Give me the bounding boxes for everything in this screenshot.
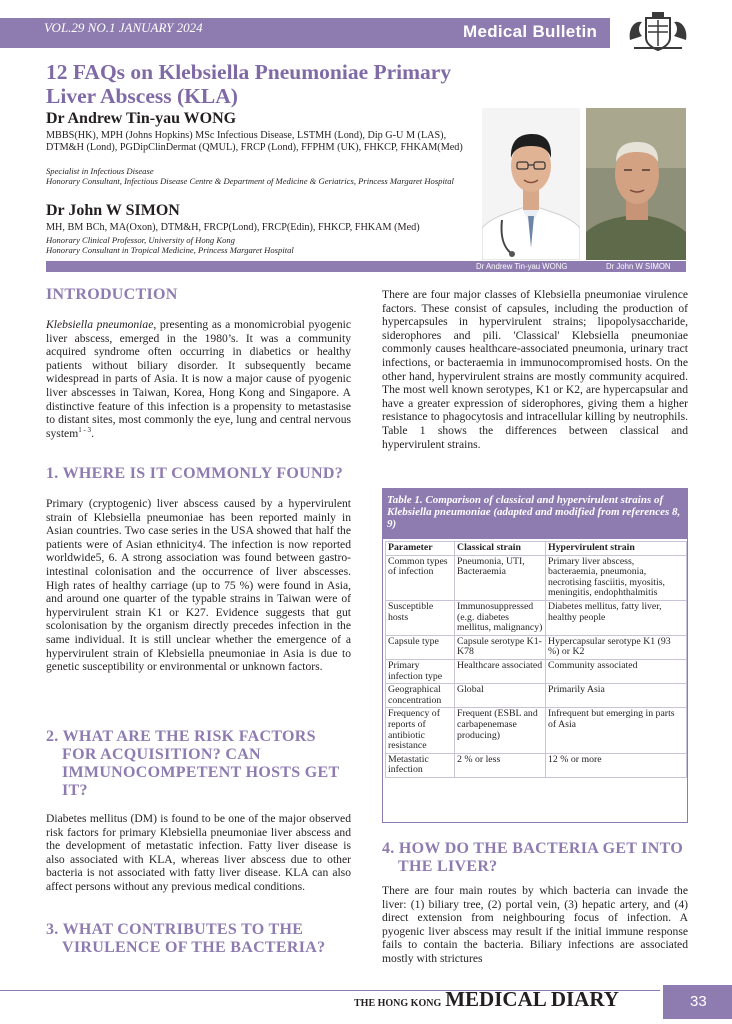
table-cell: Frequent (ESBL and carbapenemase producing) xyxy=(455,708,546,753)
section-heading-q3: 3. WHAT CONTRIBUTES TO THE VIRULENCE OF THE BACTERIA? xyxy=(46,921,326,956)
citation: 1 - 3 xyxy=(78,425,92,434)
author-qualifications-2: MH, BM BCh, MA(Oxon), DTM&H, FRCP(Lond), FRCP(Edin), FHKCP, FHKAM (Med) xyxy=(46,222,420,233)
photo-caption-2: Dr John W SIMON xyxy=(606,262,671,271)
table-cell: Capsule serotype K1-K78 xyxy=(455,635,546,659)
table-caption: Table 1. Comparison of classical and hypervirulent strains of Klebsiella pneumoniae (adapted and modified from references 8, 9) xyxy=(383,489,687,539)
table-cell: Metastatic infection xyxy=(386,753,455,777)
table-cell: Geographical concentration xyxy=(386,684,455,708)
author-role-line: Specialist in Infectious Disease xyxy=(46,166,154,176)
table-row xyxy=(386,684,687,708)
page-number: 33 xyxy=(690,993,707,1010)
comparison-table xyxy=(385,541,687,778)
table-cell: Primary liver abscess, bacteraemia, pneumonia, necrotising fasciitis, myositis, meningitis, endophthalmitis xyxy=(546,555,687,600)
photo-caption-band xyxy=(46,261,686,272)
section-heading-q1: 1. WHERE IS IT COMMONLY FOUND? xyxy=(46,465,344,482)
author-name-1: Dr Andrew Tin-yau WONG xyxy=(46,110,237,127)
table-cell: Common types of infection xyxy=(386,555,455,600)
author-roles-1 xyxy=(46,167,466,186)
q1-paragraph: Primary (cryptogenic) liver abscess caused by a hypervirulent strain of Klebsiella pneumoniae has been reported mainly in Asian countries. Two case series in the USA showed that half the patients were of Asian ethnicity4. The infection is now reported worldwide5, 6. A strong association was found between gastro-intestinal colonisation and the occurrence of liver abscesses. High rates of healthy carriage (up to 75 %) were found in Asia, and around one quarter of the typable strains in Taiwan were of hypervirulent strain K1 or K27. Evidence suggests that gut scolonisation by the organism directly precedes infection in the same individual. It is still unclear whether the emergence of a hypervirulent strain of Klebsiella pneumoniae in Asia is due to genetic susceptibility or environmental or unknown factors. xyxy=(46,497,351,674)
author-qualifications-1: MBBS(HK), MPH (Johns Hopkins) MSc Infectious Disease, LSTMH (Lond), Dip G-U M (LAS), DTM&H (Lond), PGDipClinDermat (QMUL), FRCP (Lond), FFPHM (UK), FHKCP, FHKAM(Med) xyxy=(46,130,463,153)
table-cell: 2 % or less xyxy=(455,753,546,777)
table-cell: 12 % or more xyxy=(546,753,687,777)
table-cell: Frequency of reports of antibiotic resistance xyxy=(386,708,455,753)
table-cell: Global xyxy=(455,684,546,708)
table-cell: Immunosuppressed (e.g. diabetes mellitus, malignancy) xyxy=(455,600,546,635)
table-header-cell: Parameter xyxy=(386,542,455,556)
crest-emblem-icon xyxy=(626,10,690,54)
section-heading-introduction: INTRODUCTION xyxy=(46,286,178,303)
author-roles-2 xyxy=(46,236,466,255)
q4-paragraph: There are four main routes by which bacteria can invade the liver: (1) biliary tree, (2) portal vein, (3) hepatic artery, and (4) direct extension from neighbouring focus of infection. A pyogenic liver abscess may result if the initial immune response fails to contain the bacteria. Biliary infections are associated mostly with strictures xyxy=(382,884,688,965)
footer-brand-name: MEDICAL DIARY xyxy=(445,987,619,1011)
intro-paragraph-text: , presenting as a monomicrobial pyogenic liver abscess, emerged in the 1980’s. It was a community acquired syndrome often occurring in diabetics or healthy patients without biliary disorder. It subsequently became widespread in parts of Asia. It is now a major cause of pyogenic liver abscesses in Taiwan, Korea, Hong Kong and Singapore. A distinctive feature of this infection is a propensity to metastasise to distant sites, most commonly the eye, lung and central nervous system xyxy=(46,318,351,440)
table-cell: Hypercapsular serotype K1 (93 %) or K2 xyxy=(546,635,687,659)
table-header-row xyxy=(386,542,687,556)
article-title: 12 FAQs on Klebsiella Pneumoniae Primary Liver Abscess (KLA) xyxy=(46,60,452,108)
author-role-line: Honorary Clinical Professor, University of Hong Kong xyxy=(46,235,235,245)
photo-caption-1: Dr Andrew Tin-yau WONG xyxy=(476,262,568,271)
table-row xyxy=(386,600,687,635)
section-heading-q2: 2. WHAT ARE THE RISK FACTORS FOR ACQUISITION? CAN IMMUNOCOMPETENT HOSTS GET IT? xyxy=(46,728,340,799)
table-cell: Infrequent but emerging in parts of Asia xyxy=(546,708,687,753)
species-name: Klebsiella pneumoniae xyxy=(46,318,154,331)
table-cell: Primarily Asia xyxy=(546,684,687,708)
table-row xyxy=(386,708,687,753)
author-name-2: Dr John W SIMON xyxy=(46,202,180,219)
q2-paragraph: Diabetes mellitus (DM) is found to be one of the major observed risk factors for primary Klebsiella pneumoniae liver abscess and the development of metastatic infection. Fatty liver disease is also associated with KLA, whereas liver abscess due to other bacteria is not associated with fatty liver disease. KLA can also affect persons without any previous medical conditions. xyxy=(46,812,351,893)
author-role-line: Honorary Consultant in Tropical Medicine, Princess Margaret Hospital xyxy=(46,244,294,255)
table-row xyxy=(386,555,687,600)
table-row xyxy=(386,753,687,777)
virulence-paragraph: There are four major classes of Klebsiella pneumoniae virulence factors. These consist of capsules, including the production of hypercapsules in hypervirulent strains; lipopolysaccharide, siderophores and pili. 'Classical' Klebsiella pneumoniae commonly causes healthcare-associated pneumonia, urinary tract infections, or bacteraemia in immunocompromised hosts. On the other hand, hypervirulent strains are mostly community acquired. The most well known serotypes, K1 or K2, are hypercapsular and have a greater expression of siderophores, giving them a higher resistance to phagocytosis and intracellular killing by neutrophils. Table 1 shows the differences between classical and hypervirulent strains. xyxy=(382,288,688,451)
table-cell: Capsule type xyxy=(386,635,455,659)
section-title: Medical Bulletin xyxy=(463,22,598,41)
footer-brand xyxy=(354,987,619,1012)
intro-paragraph: Klebsiella pneumoniae, presenting as a monomicrobial pyogenic liver abscess, emerged in the 1980’s. It was a community acquired syndrome often occurring in diabetics or healthy patients without biliary disorder. It subsequently became widespread in parts of Asia. It is now a major cause of pyogenic liver abscesses in Taiwan, Korea, Hong Kong and Singapore. A distinctive feature of this infection is a propensity to metastasise to distant sites, most commonly the eye, lung and central nervous system$^{1 - 3}$. xyxy=(46,318,351,440)
author-photo-wong xyxy=(482,108,580,260)
table-cell: Community associated xyxy=(546,659,687,683)
section-heading-q4: 4. HOW DO THE BACTERIA GET INTO THE LIVER? xyxy=(382,840,684,875)
table-row xyxy=(386,659,687,683)
table-cell: Diabetes mellitus, fatty liver, healthy people xyxy=(546,600,687,635)
table-cell: Susceptible hosts xyxy=(386,600,455,635)
table-cell: Primary infection type xyxy=(386,659,455,683)
comparison-table-box xyxy=(382,488,688,823)
author-photo-simon xyxy=(586,108,686,260)
issue-label: VOL.29 NO.1 JANUARY 2024 xyxy=(44,20,203,35)
footer-brand-prefix: THE HONG KONG xyxy=(354,998,442,1009)
table-row xyxy=(386,635,687,659)
author-role-line: Honorary Consultant, Infectious Disease Centre & Department of Medicine & Geriatrics, Princess Margaret Hospital xyxy=(46,175,454,186)
table-cell: Healthcare associated xyxy=(455,659,546,683)
table-header-cell: Classical strain xyxy=(455,542,546,556)
table-cell: Pneumonia, UTI, Bacteraemia xyxy=(455,555,546,600)
table-header-cell: Hypervirulent strain xyxy=(546,542,687,556)
